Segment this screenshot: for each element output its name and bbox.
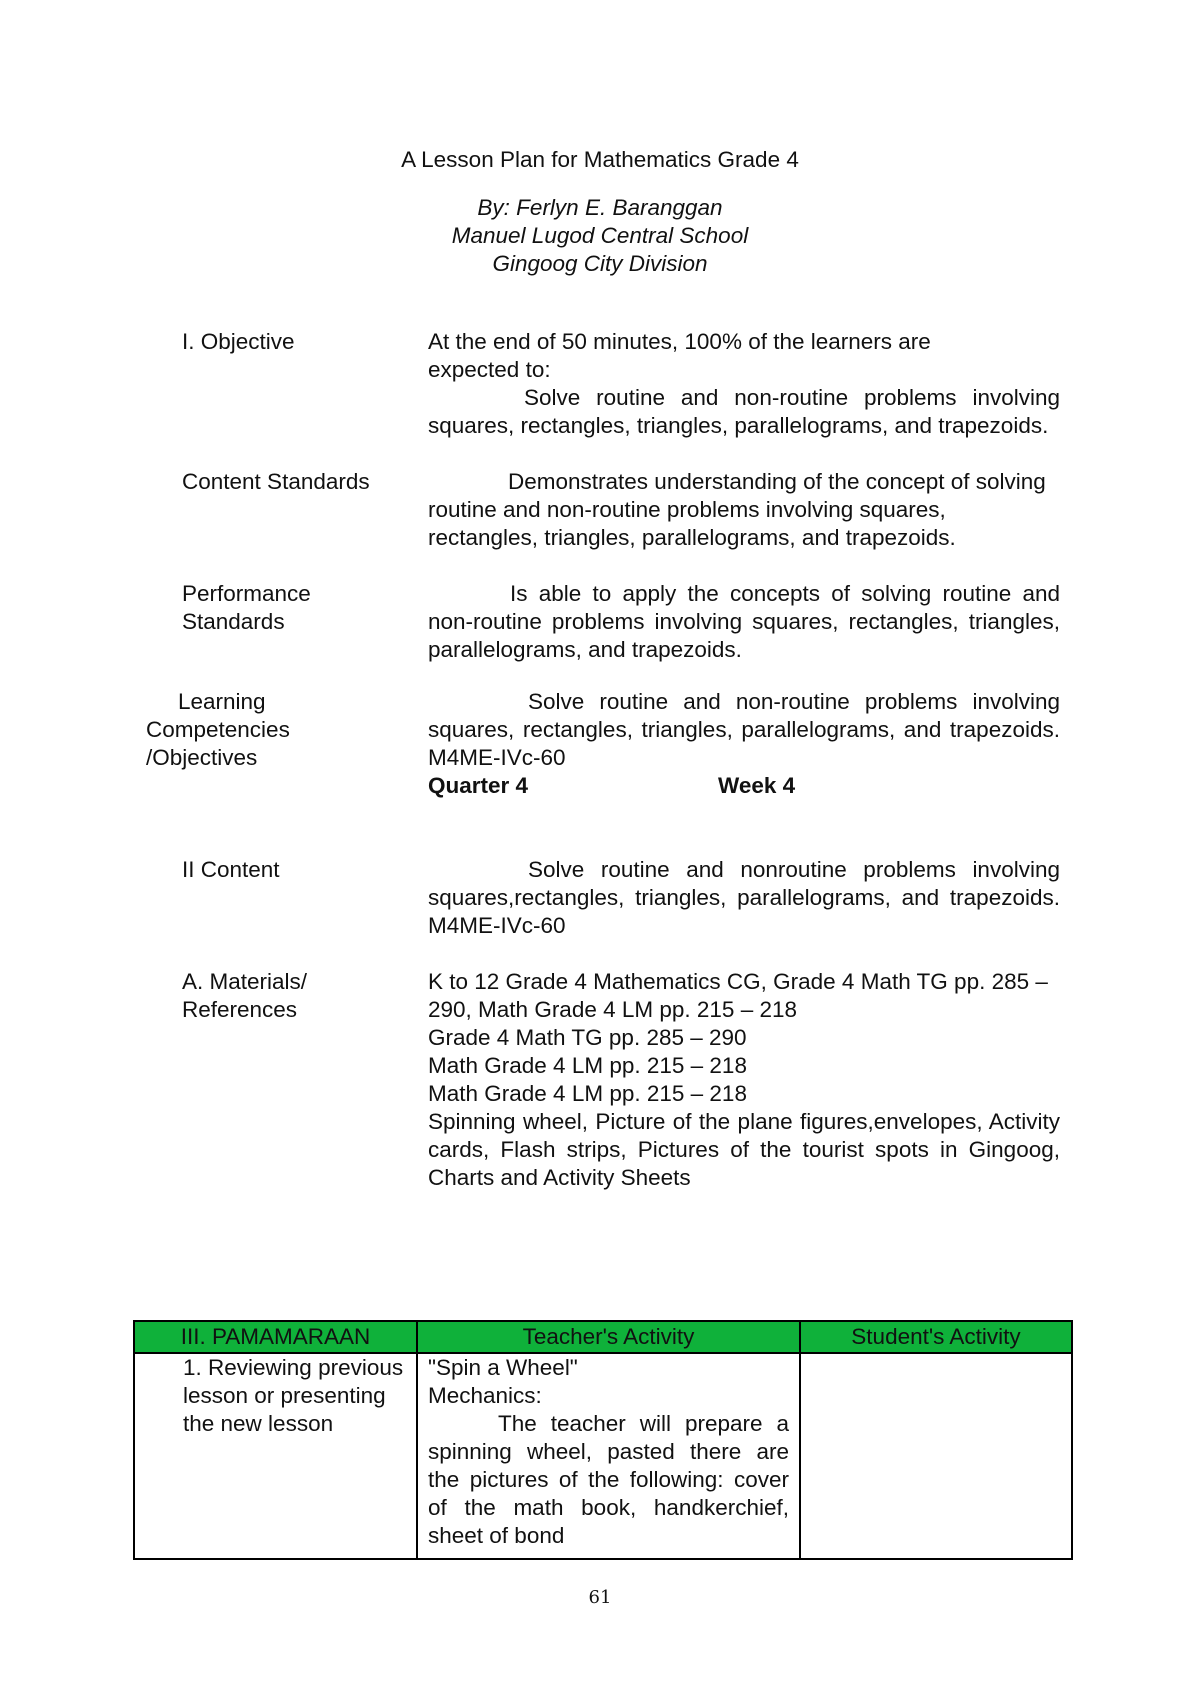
objective-intro-line1: At the end of 50 minutes, 100% of the learners are bbox=[428, 329, 931, 354]
content-standards-text: Demonstrates understanding of the concept of solving routine and non-routine problems involving squares, rectangles, triangles, parallelograms, and trapezoids. bbox=[428, 469, 1046, 550]
step-cell: 1. Reviewing previous lesson or presenting the new lesson bbox=[135, 1354, 418, 1558]
student-activity-cell bbox=[801, 1354, 1071, 1558]
performance-standards-label-1: Performance bbox=[182, 581, 311, 606]
division-line: Gingoog City Division bbox=[492, 251, 708, 276]
activity-title: "Spin a Wheel" bbox=[428, 1355, 578, 1380]
teacher-activity-cell bbox=[418, 1354, 801, 1558]
mechanics-label: Mechanics: bbox=[428, 1383, 542, 1408]
materials-line-3: Math Grade 4 LM pp. 215 – 218 bbox=[428, 1053, 747, 1078]
page-number: 61 bbox=[588, 1587, 612, 1608]
materials-label-1: A. Materials/ bbox=[182, 969, 308, 994]
header-pamamaraan: III. PAMAMARAAN bbox=[135, 1322, 418, 1352]
performance-standards-label-2: Standards bbox=[182, 609, 285, 634]
quarter-label: Quarter 4 bbox=[428, 773, 529, 798]
learning-competencies-text: Solve routine and non-routine problems involving squares, rectangles, triangles, parallelograms, and trapezoids. M4ME-IVc-60 bbox=[428, 689, 1060, 770]
performance-standards-text: Is able to apply the concepts of solving routine and non-routine problems involving squares, rectangles, triangles, parallelograms, and trapezoids. bbox=[428, 581, 1060, 662]
learning-competencies-label-2: Competencies bbox=[146, 717, 290, 742]
materials-label-2: References bbox=[182, 997, 298, 1022]
materials-line-4: Math Grade 4 LM pp. 215 – 218 bbox=[428, 1081, 747, 1106]
objective-intro-line2: expected to: bbox=[428, 357, 551, 382]
content-text: Solve routine and nonroutine problems involving squares,rectangles, triangles, parallelograms, and trapezoids. M4ME-IVc-60 bbox=[428, 857, 1060, 938]
learning-competencies-label-3: /Objectives bbox=[146, 745, 258, 770]
header-students-activity: Student's Activity bbox=[801, 1322, 1071, 1352]
learning-competencies-label-1: Learning bbox=[178, 689, 266, 714]
materials-list bbox=[428, 968, 1060, 1192]
content-label: II Content bbox=[182, 857, 280, 882]
document-title: A Lesson Plan for Mathematics Grade 4 bbox=[401, 147, 799, 172]
week-label: Week 4 bbox=[718, 773, 796, 798]
school-line: Manuel Lugod Central School bbox=[451, 223, 749, 248]
content-standards-label: Content Standards bbox=[182, 469, 370, 494]
procedure-table-header bbox=[135, 1322, 1071, 1354]
mechanics-text: The teacher will prepare a spinning wheel, pasted there are the pictures of the following: cover of the math book, handkerchief, sheet of bond bbox=[428, 1411, 789, 1548]
author-line: By: Ferlyn E. Baranggan bbox=[477, 195, 723, 220]
materials-line-5: Spinning wheel, Picture of the plane figures,envelopes, Activity cards, Flash strips, Pictures of the tourist spots in Gingoog, Charts and Activity Sheets bbox=[428, 1109, 1060, 1190]
header-teachers-activity: Teacher's Activity bbox=[418, 1322, 801, 1352]
materials-line-1: K to 12 Grade 4 Mathematics CG, Grade 4 Math TG pp. 285 – 290, Math Grade 4 LM pp. 215 – 218 bbox=[428, 969, 1048, 1022]
procedure-table-row bbox=[135, 1354, 1071, 1558]
objective-text: Solve routine and non-routine problems involving squares, rectangles, triangles, parallelograms, and trapezoids. bbox=[428, 385, 1060, 438]
procedure-table bbox=[133, 1320, 1073, 1560]
objective-label: I. Objective bbox=[182, 329, 295, 354]
materials-line-2: Grade 4 Math TG pp. 285 – 290 bbox=[428, 1025, 747, 1050]
